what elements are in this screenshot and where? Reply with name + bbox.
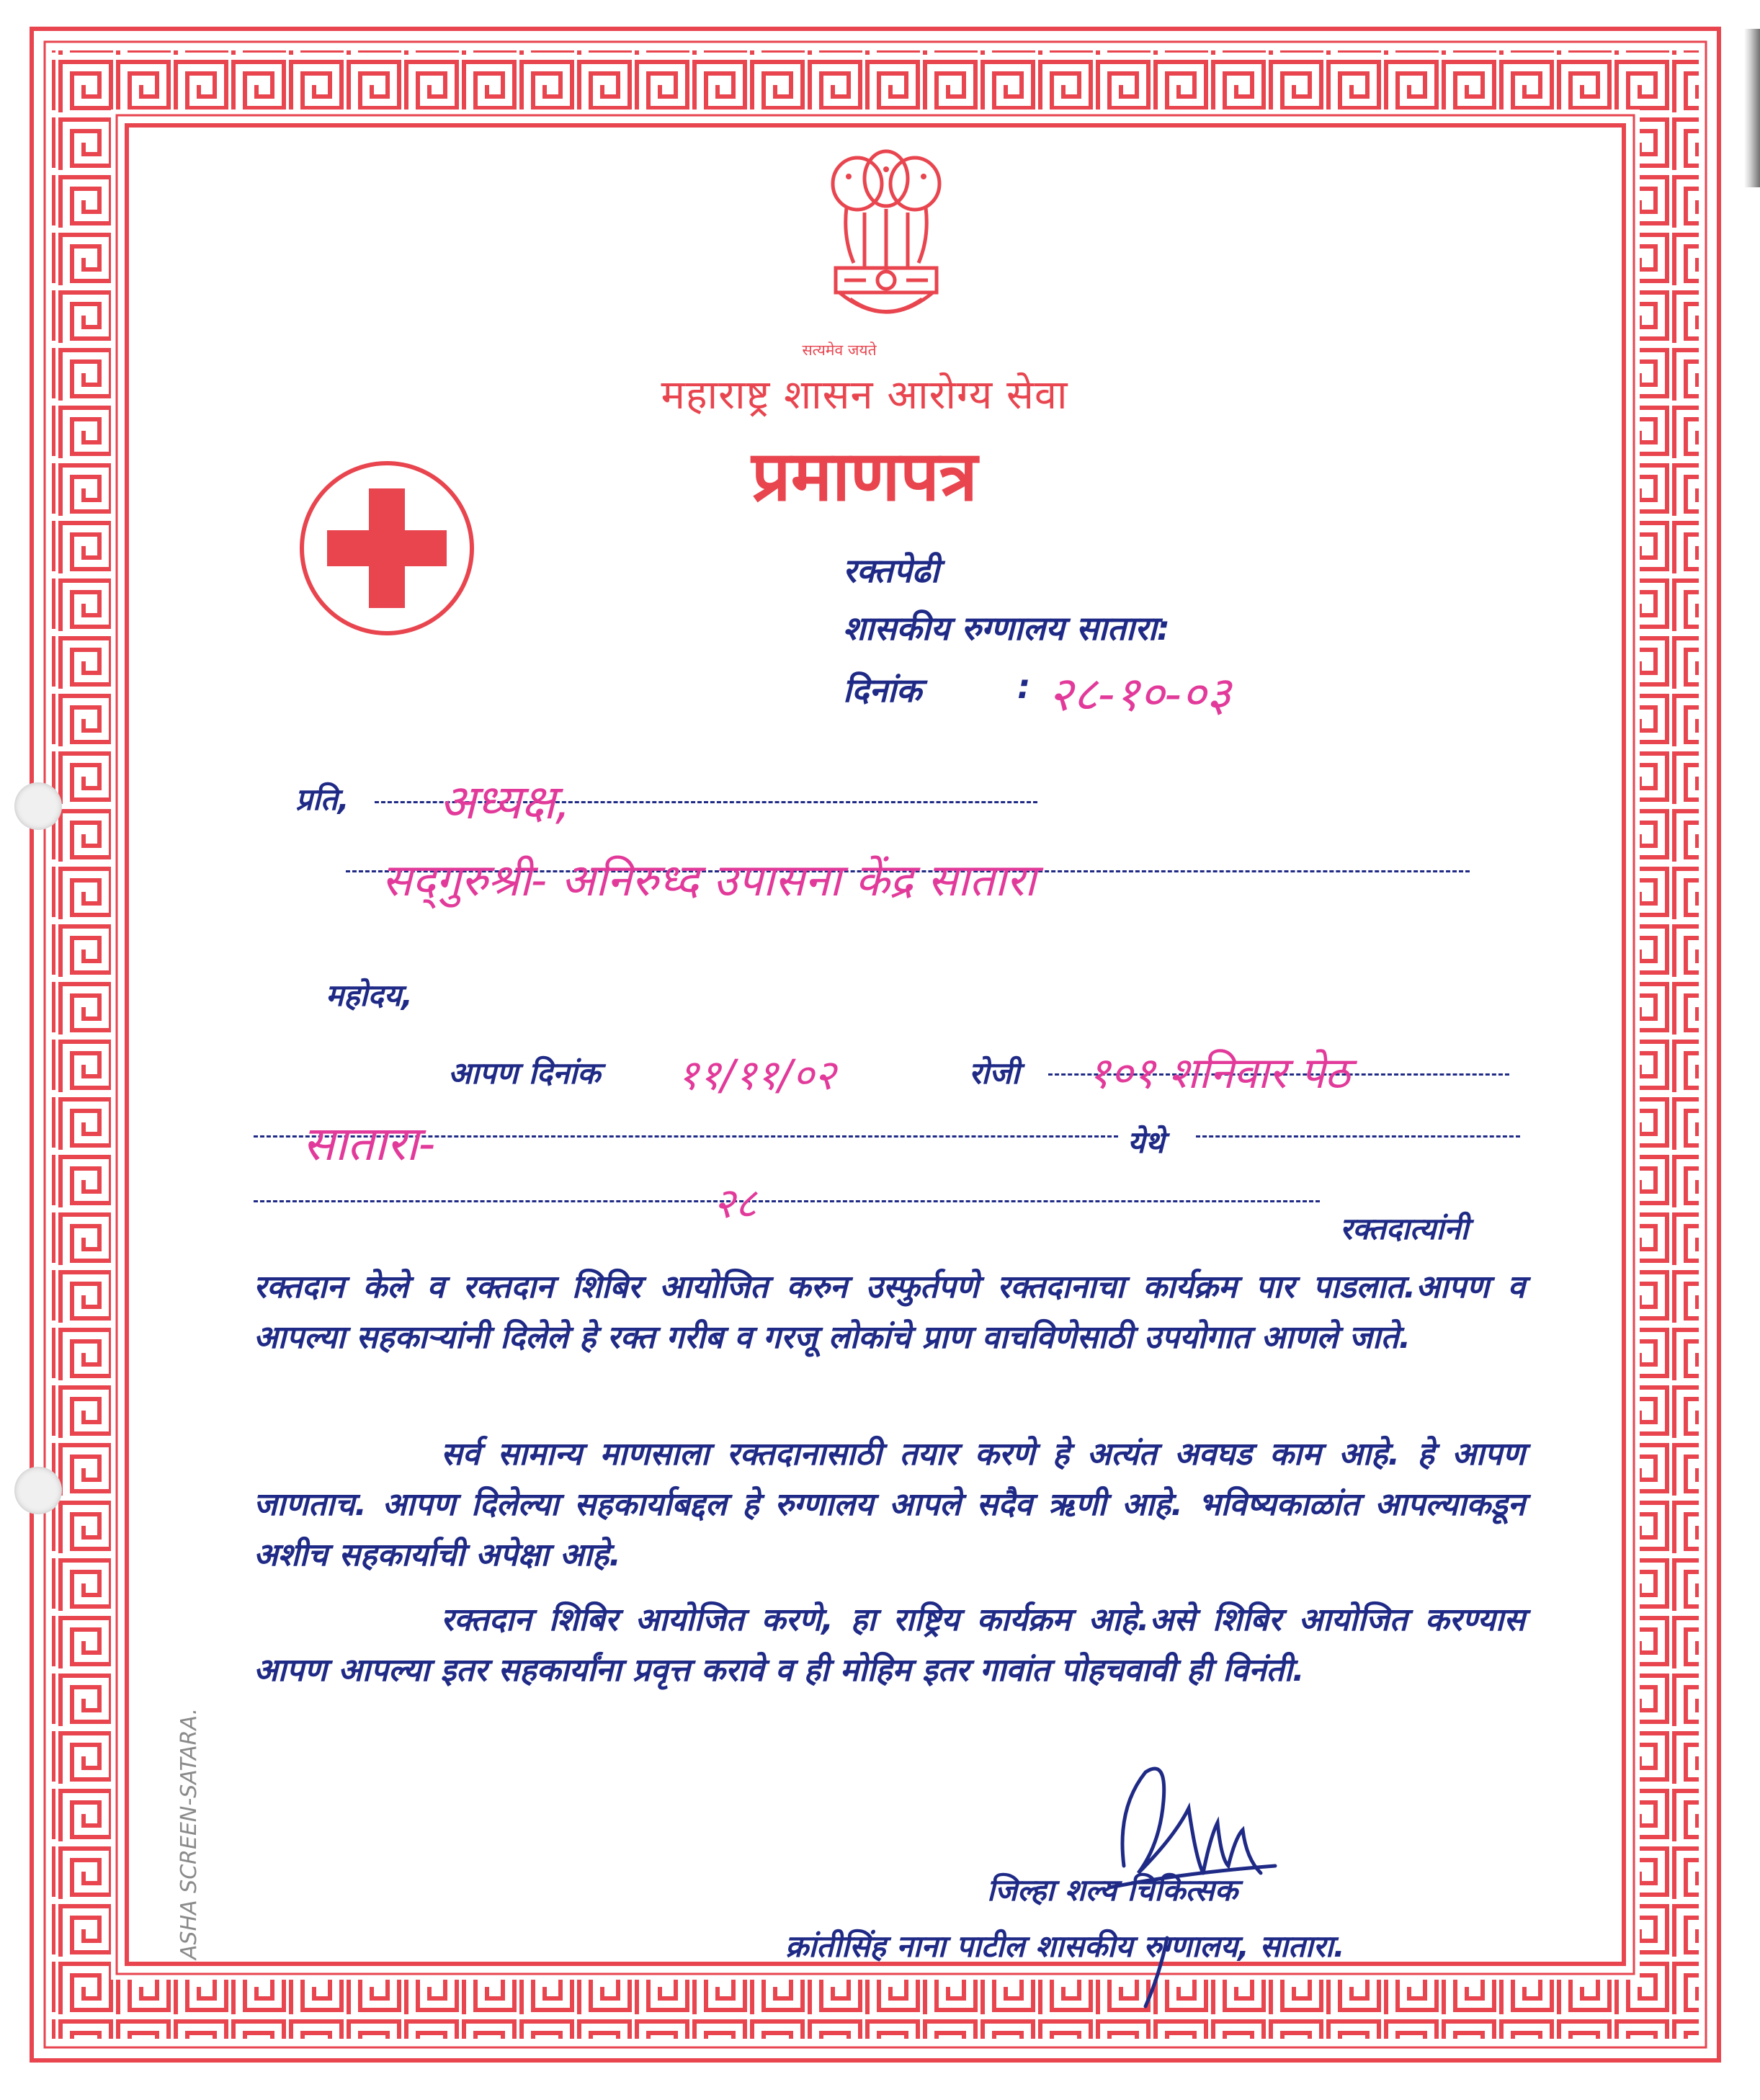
- emblem-motto: सत्यमेव जयते: [802, 341, 877, 359]
- place-line-tail: [1196, 1135, 1520, 1138]
- recipient-designation: अध्यक्ष,: [439, 774, 571, 830]
- donor-suffix: रक्तदात्यांनी: [1340, 1211, 1469, 1246]
- donor-count: २८: [713, 1179, 757, 1228]
- signatory-institution: क्रांतीसिंह नाना पाटील शासकीय रुग्णालय, सातारा.: [785, 1929, 1345, 1964]
- body-paragraph-2: सर्व सामान्य माणसाला रक्तदानासाठी तयार करणे हे अत्यंत अवघड काम आहे. हे आपण जाणताच. आपण दिलेल्या सहकार्याबद्दल हे रुग्णालय आपले सदैव ऋणी आहे. भविष्यकाळांत आपल्याकडून अशीच सहकार्याची अपेक्षा आहे.: [254, 1436, 1525, 1573]
- camp-date-value: ११/११/०२: [677, 1050, 836, 1099]
- scan-edge-shadow: [1744, 29, 1760, 187]
- body-paragraph-1: रक्तदान केले व रक्तदान शिबिर आयोजित करुन उस्फुर्तपणे रक्तदानाचा कार्यक्रम पार पाडलात.आपण व आपल्या सहकाऱ्यांनी दिलेले हे रक्त गरीब व गरजू लोकांचे प्राण वाचविणेसाठी उपयोगात आणले जाते.: [254, 1269, 1525, 1356]
- recipient-prefix: प्रति,: [295, 782, 349, 817]
- printer-imprint: ASHA SCREEN-SATARA.: [177, 1707, 202, 1960]
- punch-hole-top: [14, 782, 62, 830]
- camp-date-label: आपण दिनांक: [448, 1055, 601, 1091]
- issue-date-separator: :: [1017, 667, 1031, 706]
- issue-date-value: २८-१०-०३: [1048, 666, 1231, 722]
- camp-venue: १०१ शनिवार पेठ: [1088, 1048, 1350, 1099]
- punch-hole-bottom: [14, 1467, 62, 1514]
- certificate-title: प्रमाणपत्र: [751, 436, 978, 517]
- issuer-unit: रक्तपेढी: [843, 551, 939, 590]
- national-emblem-icon: [814, 144, 958, 339]
- signatory-designation: जिल्हा शल्य चिकित्सक: [987, 1872, 1238, 1908]
- red-cross-seal-icon: [297, 458, 477, 638]
- camp-on-label: रोजी: [969, 1055, 1020, 1091]
- issue-date-label: दिनांक: [843, 671, 922, 710]
- body-paragraph-3: रक्तदान शिबिर आयोजित करणे, हा राष्ट्रिय कार्यक्रम आहे.असे शिबिर आयोजित करण्यास आपण आपल्या इतर सहकार्यांना प्रवृत्त करावे व ही मोहिम इतर गावांत पोहचवावी ही विनंती.: [254, 1601, 1525, 1689]
- salutation: महोदय,: [326, 978, 413, 1013]
- department-name: महाराष्ट्र शासन आरोग्य सेवा: [661, 372, 1068, 419]
- donor-count-line: [254, 1200, 1320, 1202]
- recipient-organization: सद्‌गुरुश्री- अनिरुध्द उपासना केंद्र सातारा: [382, 854, 1037, 906]
- camp-place: सातारा-: [303, 1116, 436, 1171]
- issuer-hospital: शासकीय रुग्णालय सातारा:: [843, 609, 1170, 648]
- place-suffix: येथे: [1127, 1125, 1165, 1160]
